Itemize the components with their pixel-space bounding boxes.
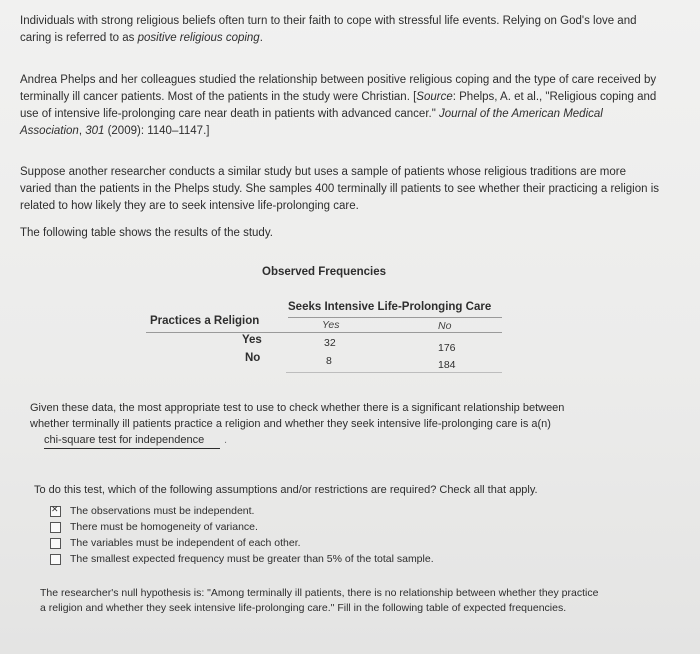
table-divider bbox=[146, 332, 502, 333]
row-label-yes: Yes bbox=[242, 334, 262, 346]
checkbox-checked[interactable] bbox=[50, 506, 61, 517]
intro-text: Individuals with strong religious beliefs often turn to their faith to cope with stressful life events. Relying on God's love and caring is referred to as bbox=[20, 15, 637, 44]
table-bottom-rule bbox=[286, 372, 502, 373]
answer-period: . bbox=[224, 434, 228, 446]
header-divider bbox=[288, 317, 502, 318]
table-intro: The following table shows the results of the study. bbox=[20, 227, 273, 239]
assumption-label: The smallest expected frequency must be greater than 5% of the total sample. bbox=[70, 553, 434, 565]
question-null-hypothesis: The researcher's null hypothesis is: "Among terminally ill patients, there is no relationship between whether they practice a religion and whether they seek intensive life-prolonging care." Fill in the following table of expected frequencies. bbox=[40, 587, 599, 614]
assumption-option[interactable] bbox=[50, 535, 590, 551]
assumption-option[interactable] bbox=[50, 551, 590, 567]
study-text: Andrea Phelps and her colleagues studied the relationship between positive religious coping and the type of care received by terminally ill cancer patients. Most of the patients in the study were Christian. [ bbox=[20, 74, 657, 103]
assumption-label: There must be homogeneity of variance. bbox=[70, 521, 258, 533]
assumption-option[interactable] bbox=[50, 519, 590, 535]
observed-frequencies-table bbox=[146, 300, 506, 380]
assumption-label: The observations must be independent. bbox=[70, 505, 255, 517]
column-header-no: No bbox=[438, 320, 452, 332]
cell-yes-no: 176 bbox=[438, 342, 456, 354]
checkbox-unchecked[interactable] bbox=[50, 554, 61, 565]
study-paragraph bbox=[20, 72, 660, 140]
assumption-option[interactable] bbox=[50, 503, 590, 519]
intro-term: positive religious coping bbox=[137, 32, 260, 44]
study-pages: (2009): 1140–1147.] bbox=[104, 125, 210, 137]
checkbox-unchecked[interactable] bbox=[50, 522, 61, 533]
scenario-paragraph: Suppose another researcher conducts a similar study but uses a sample of patients whose religious traditions are more varied than the patients in the Phelps study. She samples 400 terminally ill patients to see whether their practicing a religion is related to how likely they are to seek intensive life-prolonging care. bbox=[20, 166, 660, 212]
row-label-no: No bbox=[245, 352, 261, 364]
question-test-type bbox=[30, 400, 595, 449]
cell-yes-yes: 32 bbox=[324, 337, 336, 349]
test-type-dropdown[interactable] bbox=[44, 432, 220, 449]
checkbox-unchecked[interactable] bbox=[50, 538, 61, 549]
study-comma: , bbox=[78, 125, 86, 137]
cell-no-yes: 8 bbox=[326, 355, 332, 367]
journal-name: Journal of the American Medical Association bbox=[20, 108, 603, 137]
journal-volume: 301 bbox=[85, 125, 105, 137]
cell-no-no: 184 bbox=[438, 359, 456, 371]
test-type-selected: chi-square test for independence bbox=[44, 434, 205, 446]
question-test-text: Given these data, the most appropriate test to use to check whether there is a significant relationship between whether terminally ill patients practice a religion and whether they seek intensive life-prolonging care is a(n) bbox=[30, 402, 565, 430]
table-title: Observed Frequencies bbox=[262, 266, 386, 278]
intro-paragraph bbox=[20, 13, 660, 47]
row-group-header: Practices a Religion bbox=[150, 315, 260, 327]
column-header-yes: Yes bbox=[322, 319, 340, 331]
source-label: Source bbox=[416, 91, 453, 103]
assumption-label: The variables must be independent of each other. bbox=[70, 537, 301, 549]
assumption-checklist bbox=[50, 503, 590, 567]
intro-period: . bbox=[259, 32, 263, 44]
study-citation: : Phelps, A. et al., "Religious coping and use of intensive life-prolonging care near death in patients with advanced cancer." bbox=[20, 91, 657, 120]
column-group-header: Seeks Intensive Life-Prolonging Care bbox=[288, 301, 492, 313]
question-assumptions: To do this test, which of the following assumptions and/or restrictions are required? Check all that apply. bbox=[34, 484, 538, 496]
